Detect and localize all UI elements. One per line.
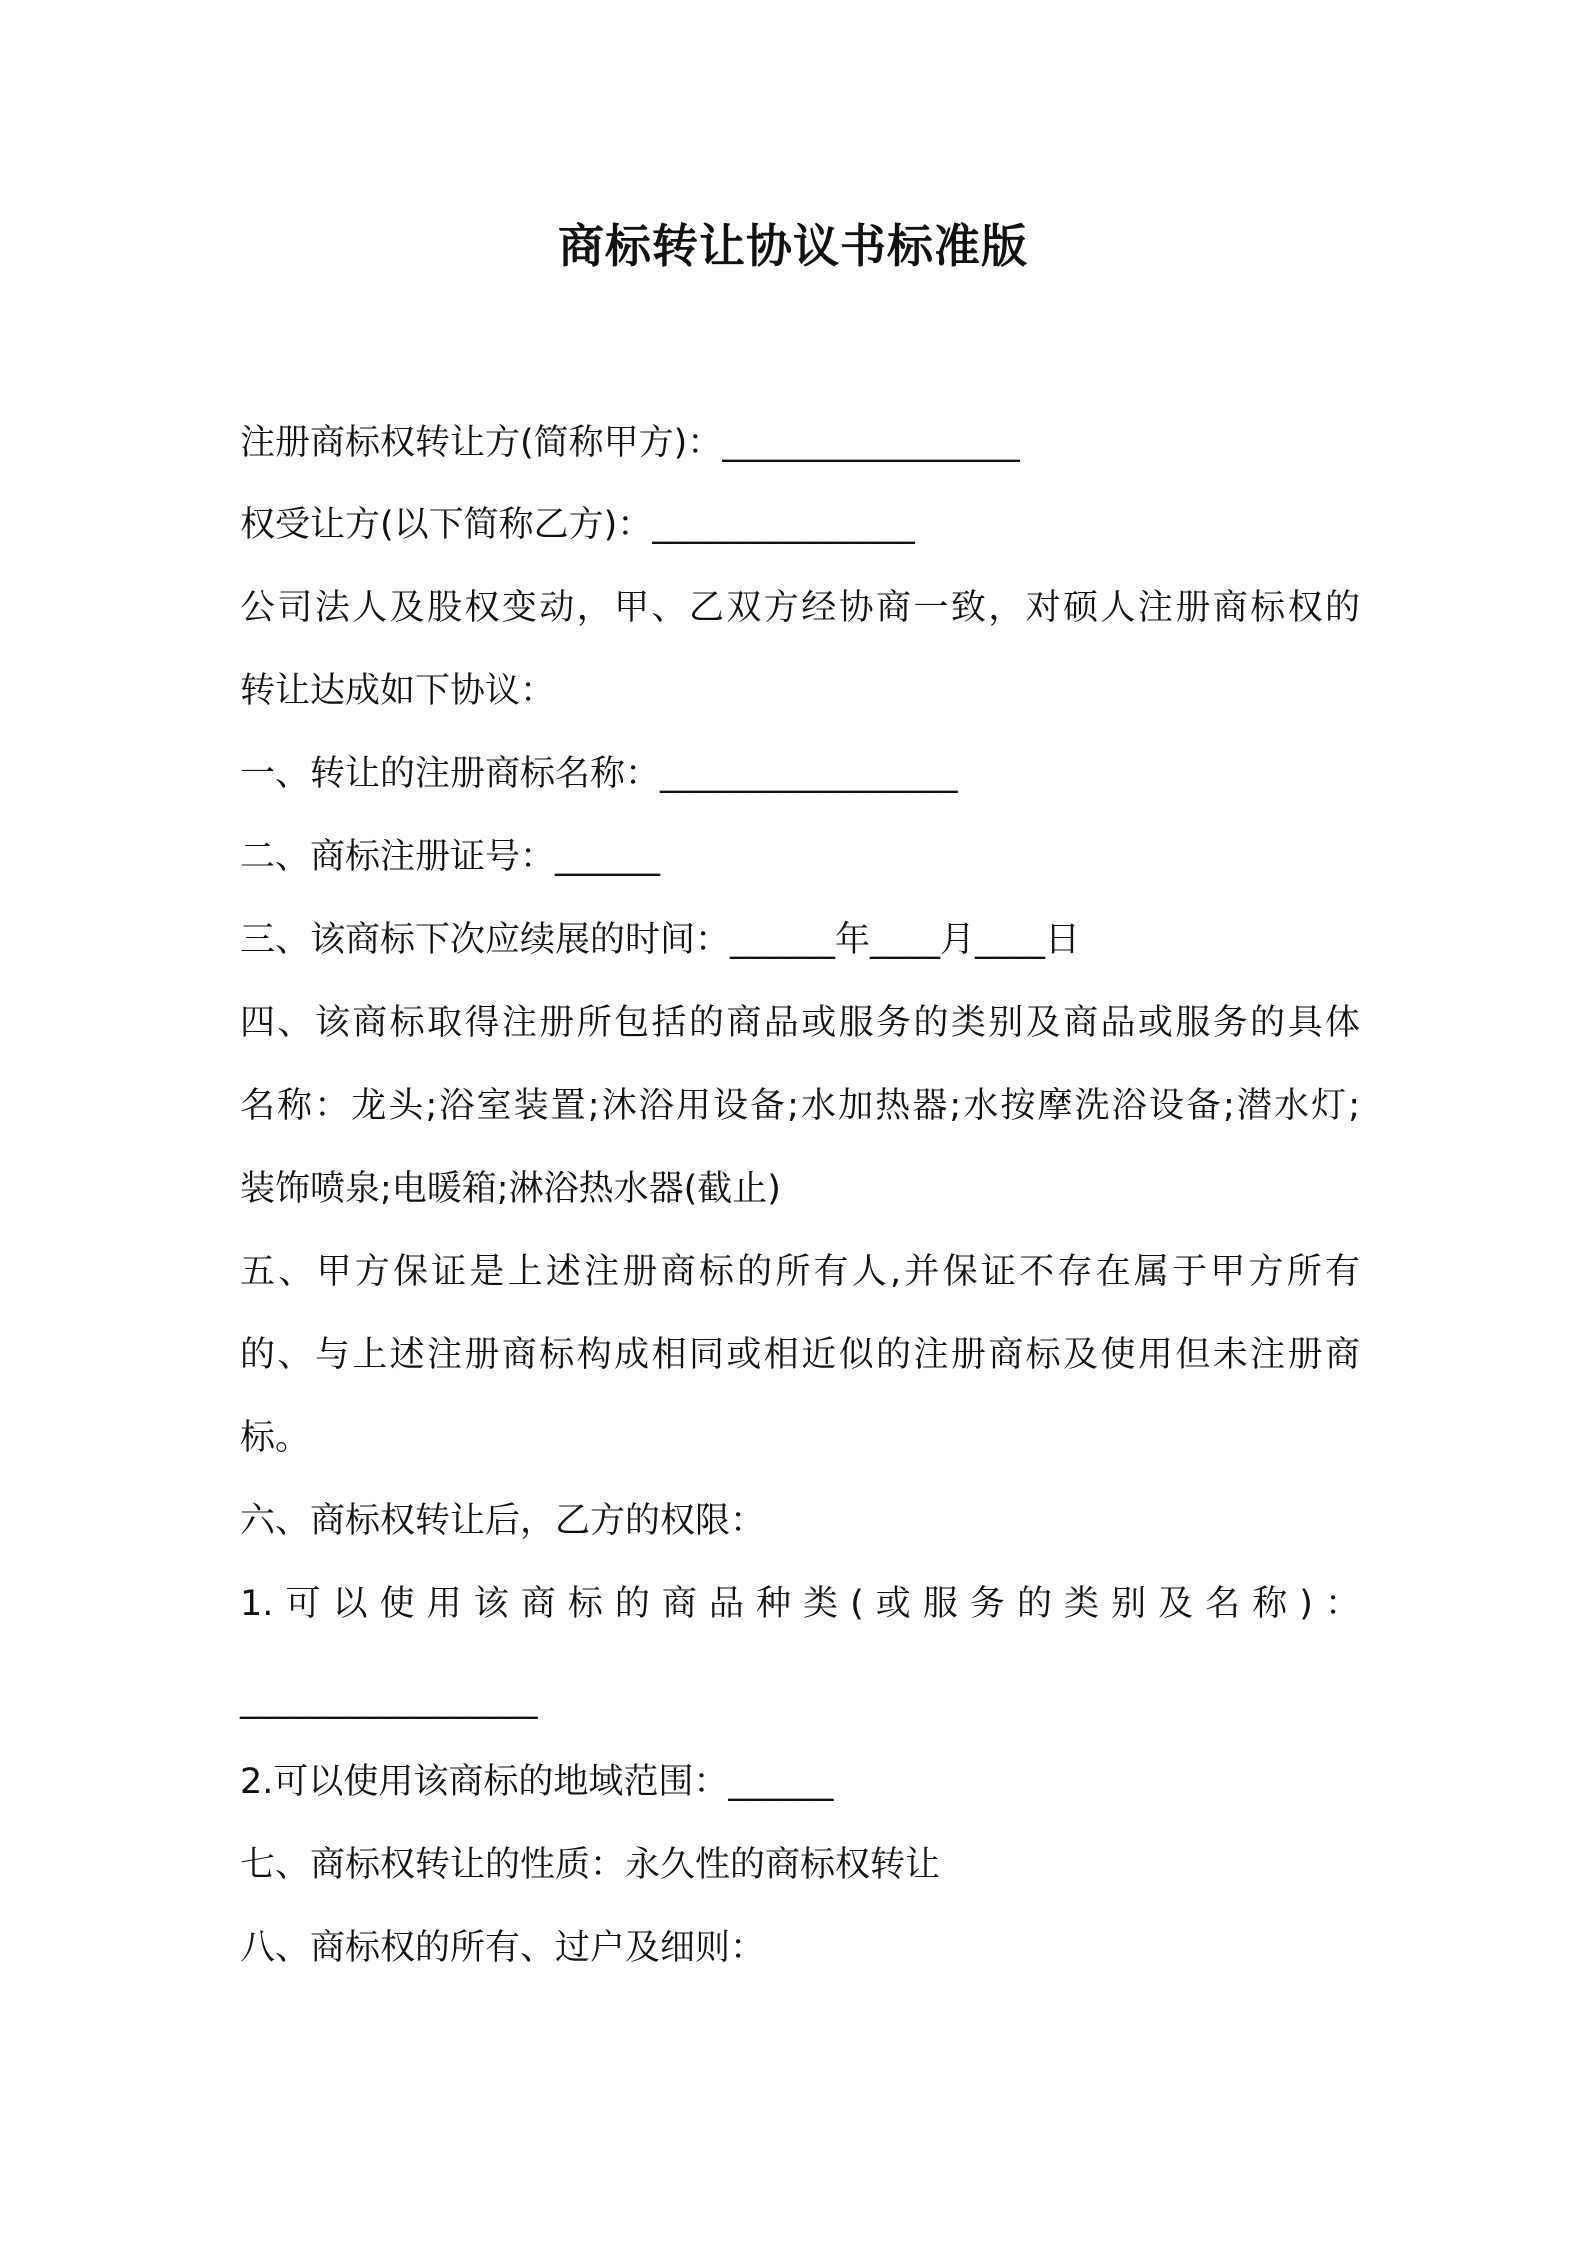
clause-8: 八、商标权的所有、过户及细则：	[240, 1928, 766, 1968]
clause-6-item-1: 1.可以使用该商标的商品种类(或服务的类别及名称)：	[240, 1584, 1360, 1624]
clause-5-line-1: 五、甲方保证是上述注册商标的所有人,并保证不存在属于甲方所有	[240, 1252, 1360, 1292]
clause-6-item-2: 2.可以使用该商标的地域范围：______	[240, 1762, 834, 1802]
document-title: 商标转让协议书标准版	[558, 219, 1028, 273]
clause-4-line-1: 四、该商标取得注册所包括的商品或服务的类别及商品或服务的具体	[240, 1003, 1360, 1043]
clause-4-line-3: 装饰喷泉;电暖箱;淋浴热水器(截止)	[240, 1169, 781, 1209]
clause-5-line-2: 的、与上述注册商标构成相同或相近似的注册商标及使用但未注册商	[240, 1335, 1360, 1375]
clause-3-renewal-date: 三、该商标下次应续展的时间：______年____月____日	[240, 920, 1081, 960]
preamble-line-1: 公司法人及股权变动，甲、乙双方经协商一致，对硕人注册商标权的	[240, 588, 1360, 628]
clause-4-line-2: 名称：龙头;浴室装置;沐浴用设备;水加热器;水按摩洗浴设备;潜水灯;	[240, 1086, 1360, 1126]
transferor-line: 注册商标权转让方(简称甲方)：_________________	[240, 423, 1020, 463]
clause-6-heading: 六、商标权转让后，乙方的权限：	[240, 1501, 766, 1541]
clause-5-line-3: 标。	[240, 1418, 311, 1458]
clause-1-trademark-name: 一、转让的注册商标名称：_________________	[240, 754, 958, 794]
clause-2-registration-number: 二、商标注册证号：______	[240, 837, 661, 877]
preamble-line-2: 转让达成如下协议：	[240, 671, 556, 711]
transferee-line: 权受让方(以下简称乙方)：_______________	[240, 505, 915, 545]
clause-7: 七、商标权转让的性质：永久性的商标权转让	[240, 1845, 941, 1885]
clause-6-item-1-blank: _________________	[240, 1680, 538, 1720]
